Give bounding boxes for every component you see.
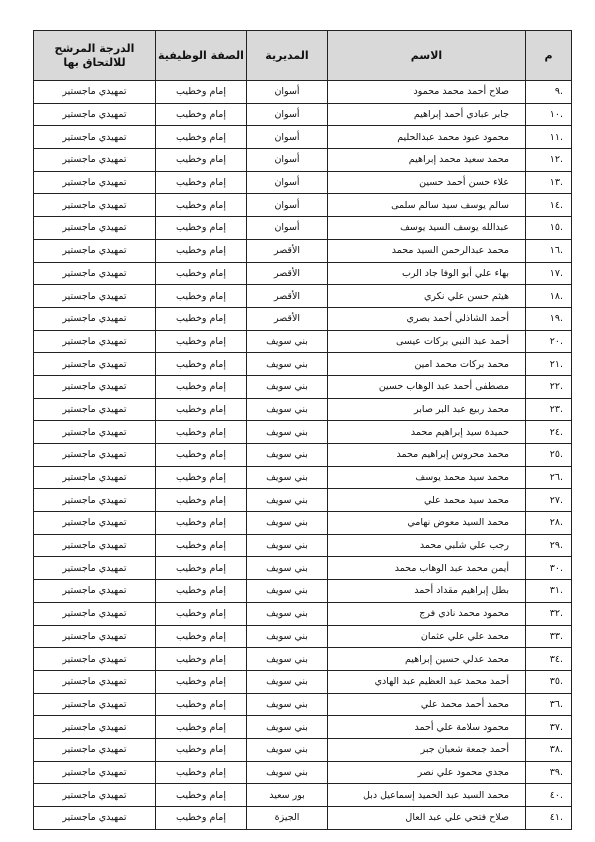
table-row: [34, 444, 572, 467]
table-row: [34, 285, 572, 308]
job-title-cell: إمام وخطيب: [156, 625, 247, 648]
table-row: [34, 262, 572, 285]
degree-cell: تمهيدي ماجستير: [34, 466, 156, 489]
candidate-name: محمد محروس إبراهيم محمد: [328, 444, 526, 467]
header-row: [34, 31, 572, 81]
directorate-cell: بني سويف: [247, 602, 328, 625]
candidate-name: محمد علي علي عثمان: [328, 625, 526, 648]
degree-cell: تمهيدي ماجستير: [34, 353, 156, 376]
job-title-cell: إمام وخطيب: [156, 580, 247, 603]
table-row: [34, 534, 572, 557]
table-row: [34, 375, 572, 398]
degree-cell: تمهيدي ماجستير: [34, 285, 156, 308]
directorate-cell: بني سويف: [247, 648, 328, 671]
degree-cell: تمهيدي ماجستير: [34, 761, 156, 784]
degree-cell: تمهيدي ماجستير: [34, 648, 156, 671]
row-number: .١٦: [526, 239, 572, 262]
job-title-cell: إمام وخطيب: [156, 307, 247, 330]
candidate-name: محمد السيد معوض نهامي: [328, 512, 526, 535]
row-number: .٣٣: [526, 625, 572, 648]
row-number: .١٤: [526, 194, 572, 217]
row-number: .٢٩: [526, 534, 572, 557]
directorate-cell: بور سعيد: [247, 784, 328, 807]
directorate-cell: بني سويف: [247, 489, 328, 512]
table-row: [34, 126, 572, 149]
job-title-cell: إمام وخطيب: [156, 738, 247, 761]
directorate-cell: أسوان: [247, 81, 328, 104]
degree-cell: تمهيدي ماجستير: [34, 81, 156, 104]
table-row: [34, 716, 572, 739]
table-row: [34, 557, 572, 580]
degree-cell: تمهيدي ماجستير: [34, 262, 156, 285]
row-number: .٣٤: [526, 648, 572, 671]
table-row: [34, 648, 572, 671]
candidate-name: محمد سعيد محمد إبراهيم: [328, 149, 526, 172]
job-title-cell: إمام وخطيب: [156, 693, 247, 716]
table-row: [34, 512, 572, 535]
directorate-cell: أسوان: [247, 149, 328, 172]
candidate-name: محمد أحمد محمد علي: [328, 693, 526, 716]
job-title-cell: إمام وخطيب: [156, 262, 247, 285]
degree-cell: تمهيدي ماجستير: [34, 103, 156, 126]
candidate-name: صلاح أحمد محمد محمود: [328, 81, 526, 104]
degree-cell: تمهيدي ماجستير: [34, 194, 156, 217]
degree-cell: تمهيدي ماجستير: [34, 534, 156, 557]
row-number: .١٠: [526, 103, 572, 126]
directorate-cell: أسوان: [247, 171, 328, 194]
row-number: .٢٤: [526, 421, 572, 444]
header-directorate: المديرية: [247, 31, 328, 81]
table-row: [34, 466, 572, 489]
candidate-name: علاء حسن أحمد حسين: [328, 171, 526, 194]
degree-cell: تمهيدي ماجستير: [34, 239, 156, 262]
job-title-cell: إمام وخطيب: [156, 375, 247, 398]
table-row: [34, 239, 572, 262]
directorate-cell: بني سويف: [247, 557, 328, 580]
job-title-cell: إمام وخطيب: [156, 103, 247, 126]
row-number: .١٨: [526, 285, 572, 308]
row-number: .١٣: [526, 171, 572, 194]
degree-cell: تمهيدي ماجستير: [34, 784, 156, 807]
candidate-name: صلاح فتحي علي عبد العال: [328, 807, 526, 830]
table-row: [34, 81, 572, 104]
table-row: [34, 693, 572, 716]
job-title-cell: إمام وخطيب: [156, 489, 247, 512]
degree-cell: تمهيدي ماجستير: [34, 126, 156, 149]
table-row: [34, 625, 572, 648]
candidate-name: هيثم حسن علي نكري: [328, 285, 526, 308]
job-title-cell: إمام وخطيب: [156, 217, 247, 240]
degree-cell: تمهيدي ماجستير: [34, 580, 156, 603]
candidate-name: محمد سيد محمد يوسف: [328, 466, 526, 489]
directorate-cell: بني سويف: [247, 534, 328, 557]
candidate-name: عبدالله يوسف السيد يوسف: [328, 217, 526, 240]
job-title-cell: إمام وخطيب: [156, 466, 247, 489]
table-row: [34, 398, 572, 421]
directorate-cell: أسوان: [247, 126, 328, 149]
candidate-name: حميدة سيد إبراهيم محمد: [328, 421, 526, 444]
row-number: .٢١: [526, 353, 572, 376]
table-row: [34, 580, 572, 603]
table-row: [34, 217, 572, 240]
candidate-name: محمود سلامة علي أحمد: [328, 716, 526, 739]
directorate-cell: بني سويف: [247, 444, 328, 467]
candidate-name: أيمن محمد عبد الوهاب محمد: [328, 557, 526, 580]
job-title-cell: إمام وخطيب: [156, 784, 247, 807]
degree-cell: تمهيدي ماجستير: [34, 421, 156, 444]
row-number: .٢٦: [526, 466, 572, 489]
directorate-cell: بني سويف: [247, 716, 328, 739]
degree-cell: تمهيدي ماجستير: [34, 444, 156, 467]
directorate-cell: بني سويف: [247, 330, 328, 353]
table-row: [34, 761, 572, 784]
candidate-name: مجدي محمود علي نصر: [328, 761, 526, 784]
directorate-cell: بني سويف: [247, 625, 328, 648]
header-degree: الدرجة المرشح للالتحاق بها: [34, 31, 156, 81]
candidate-name: أحمد جمعة شعبان جبر: [328, 738, 526, 761]
row-number: .١٩: [526, 307, 572, 330]
candidate-name: بطل إبراهيم مقداد أحمد: [328, 580, 526, 603]
job-title-cell: إمام وخطيب: [156, 534, 247, 557]
table-row: [34, 149, 572, 172]
row-number: .٣٩: [526, 761, 572, 784]
degree-cell: تمهيدي ماجستير: [34, 375, 156, 398]
row-number: .٣٦: [526, 693, 572, 716]
row-number: .٣٠: [526, 557, 572, 580]
table-row: [34, 670, 572, 693]
job-title-cell: إمام وخطيب: [156, 398, 247, 421]
directorate-cell: الجيزة: [247, 807, 328, 830]
directorate-cell: بني سويف: [247, 398, 328, 421]
job-title-cell: إمام وخطيب: [156, 807, 247, 830]
row-number: .٢٥: [526, 444, 572, 467]
table-row: [34, 171, 572, 194]
row-number: .٣٨: [526, 738, 572, 761]
table-row: [34, 738, 572, 761]
row-number: .٣٢: [526, 602, 572, 625]
row-number: .١٥: [526, 217, 572, 240]
candidate-name: رجب علي شلبي محمد: [328, 534, 526, 557]
job-title-cell: إمام وخطيب: [156, 149, 247, 172]
candidate-name: جابر عبادي أحمد إبراهيم: [328, 103, 526, 126]
row-number: .٤٠: [526, 784, 572, 807]
job-title-cell: إمام وخطيب: [156, 557, 247, 580]
job-title-cell: إمام وخطيب: [156, 285, 247, 308]
directorate-cell: بني سويف: [247, 421, 328, 444]
candidate-name: أحمد محمد عبد العظيم عبد الهادي: [328, 670, 526, 693]
job-title-cell: إمام وخطيب: [156, 194, 247, 217]
job-title-cell: إمام وخطيب: [156, 171, 247, 194]
directorate-cell: أسوان: [247, 103, 328, 126]
table-row: [34, 307, 572, 330]
job-title-cell: إمام وخطيب: [156, 512, 247, 535]
table-row: [34, 194, 572, 217]
row-number: .٣٧: [526, 716, 572, 739]
table-row: [34, 489, 572, 512]
degree-cell: تمهيدي ماجستير: [34, 738, 156, 761]
directorate-cell: الأقصر: [247, 239, 328, 262]
directorate-cell: الأقصر: [247, 285, 328, 308]
directorate-cell: بني سويف: [247, 466, 328, 489]
row-number: .٢٢: [526, 375, 572, 398]
degree-cell: تمهيدي ماجستير: [34, 716, 156, 739]
table-row: [34, 784, 572, 807]
job-title-cell: إمام وخطيب: [156, 670, 247, 693]
row-number: .٩: [526, 81, 572, 104]
directorate-cell: أسوان: [247, 217, 328, 240]
header-job-title: الصفة الوظيفية: [156, 31, 247, 81]
degree-cell: تمهيدي ماجستير: [34, 512, 156, 535]
degree-cell: تمهيدي ماجستير: [34, 625, 156, 648]
table-row: [34, 807, 572, 830]
row-number: .٢٣: [526, 398, 572, 421]
table-header: [34, 31, 572, 81]
directorate-cell: بني سويف: [247, 375, 328, 398]
directorate-cell: بني سويف: [247, 512, 328, 535]
degree-cell: تمهيدي ماجستير: [34, 602, 156, 625]
table-row: [34, 421, 572, 444]
header-number: م: [526, 31, 572, 81]
candidate-name: محمد ربيع عبد البر صابر: [328, 398, 526, 421]
degree-cell: تمهيدي ماجستير: [34, 693, 156, 716]
table-body: [34, 81, 572, 830]
row-number: .٢٨: [526, 512, 572, 535]
row-number: .١٧: [526, 262, 572, 285]
candidate-name: محمود عبود محمد عبدالحليم: [328, 126, 526, 149]
candidate-name: مصطفى أحمد عبد الوهاب حسين: [328, 375, 526, 398]
job-title-cell: إمام وخطيب: [156, 81, 247, 104]
candidate-name: بهاء علي أبو الوفا جاد الرب: [328, 262, 526, 285]
directorate-cell: بني سويف: [247, 670, 328, 693]
candidate-name: محمود محمد نادي فرج: [328, 602, 526, 625]
table-row: [34, 103, 572, 126]
job-title-cell: إمام وخطيب: [156, 444, 247, 467]
candidate-name: أحمد الشاذلي أحمد بصري: [328, 307, 526, 330]
job-title-cell: إمام وخطيب: [156, 421, 247, 444]
degree-cell: تمهيدي ماجستير: [34, 171, 156, 194]
directorate-cell: الأقصر: [247, 262, 328, 285]
candidate-name: محمد عبدالرحمن السيد محمد: [328, 239, 526, 262]
candidate-name: محمد السيد عبد الحميد إسماعيل دبل: [328, 784, 526, 807]
degree-cell: تمهيدي ماجستير: [34, 670, 156, 693]
job-title-cell: إمام وخطيب: [156, 602, 247, 625]
row-number: .٢٧: [526, 489, 572, 512]
job-title-cell: إمام وخطيب: [156, 330, 247, 353]
candidates-table: [33, 30, 572, 830]
degree-cell: تمهيدي ماجستير: [34, 217, 156, 240]
directorate-cell: الأقصر: [247, 307, 328, 330]
directorate-cell: بني سويف: [247, 353, 328, 376]
directorate-cell: بني سويف: [247, 693, 328, 716]
candidate-name: محمد عدلي حسين إبراهيم: [328, 648, 526, 671]
directorate-cell: أسوان: [247, 194, 328, 217]
row-number: .١١: [526, 126, 572, 149]
table-row: [34, 353, 572, 376]
degree-cell: تمهيدي ماجستير: [34, 330, 156, 353]
directorate-cell: بني سويف: [247, 738, 328, 761]
directorate-cell: بني سويف: [247, 761, 328, 784]
row-number: .٢٠: [526, 330, 572, 353]
degree-cell: تمهيدي ماجستير: [34, 307, 156, 330]
table-row: [34, 602, 572, 625]
degree-cell: تمهيدي ماجستير: [34, 557, 156, 580]
row-number: .٤١: [526, 807, 572, 830]
row-number: .٣١: [526, 580, 572, 603]
job-title-cell: إمام وخطيب: [156, 716, 247, 739]
degree-cell: تمهيدي ماجستير: [34, 807, 156, 830]
degree-cell: تمهيدي ماجستير: [34, 398, 156, 421]
job-title-cell: إمام وخطيب: [156, 239, 247, 262]
candidate-name: محمد بركات محمد امين: [328, 353, 526, 376]
job-title-cell: إمام وخطيب: [156, 126, 247, 149]
job-title-cell: إمام وخطيب: [156, 761, 247, 784]
header-name: الاسم: [328, 31, 526, 81]
job-title-cell: إمام وخطيب: [156, 353, 247, 376]
candidate-name: أحمد عبد النبي بركات عيسى: [328, 330, 526, 353]
directorate-cell: بني سويف: [247, 580, 328, 603]
candidate-name: سالم يوسف سيد سالم سلمى: [328, 194, 526, 217]
row-number: .١٢: [526, 149, 572, 172]
row-number: .٣٥: [526, 670, 572, 693]
degree-cell: تمهيدي ماجستير: [34, 489, 156, 512]
candidate-name: محمد سيد محمد علي: [328, 489, 526, 512]
degree-cell: تمهيدي ماجستير: [34, 149, 156, 172]
table-row: [34, 330, 572, 353]
job-title-cell: إمام وخطيب: [156, 648, 247, 671]
